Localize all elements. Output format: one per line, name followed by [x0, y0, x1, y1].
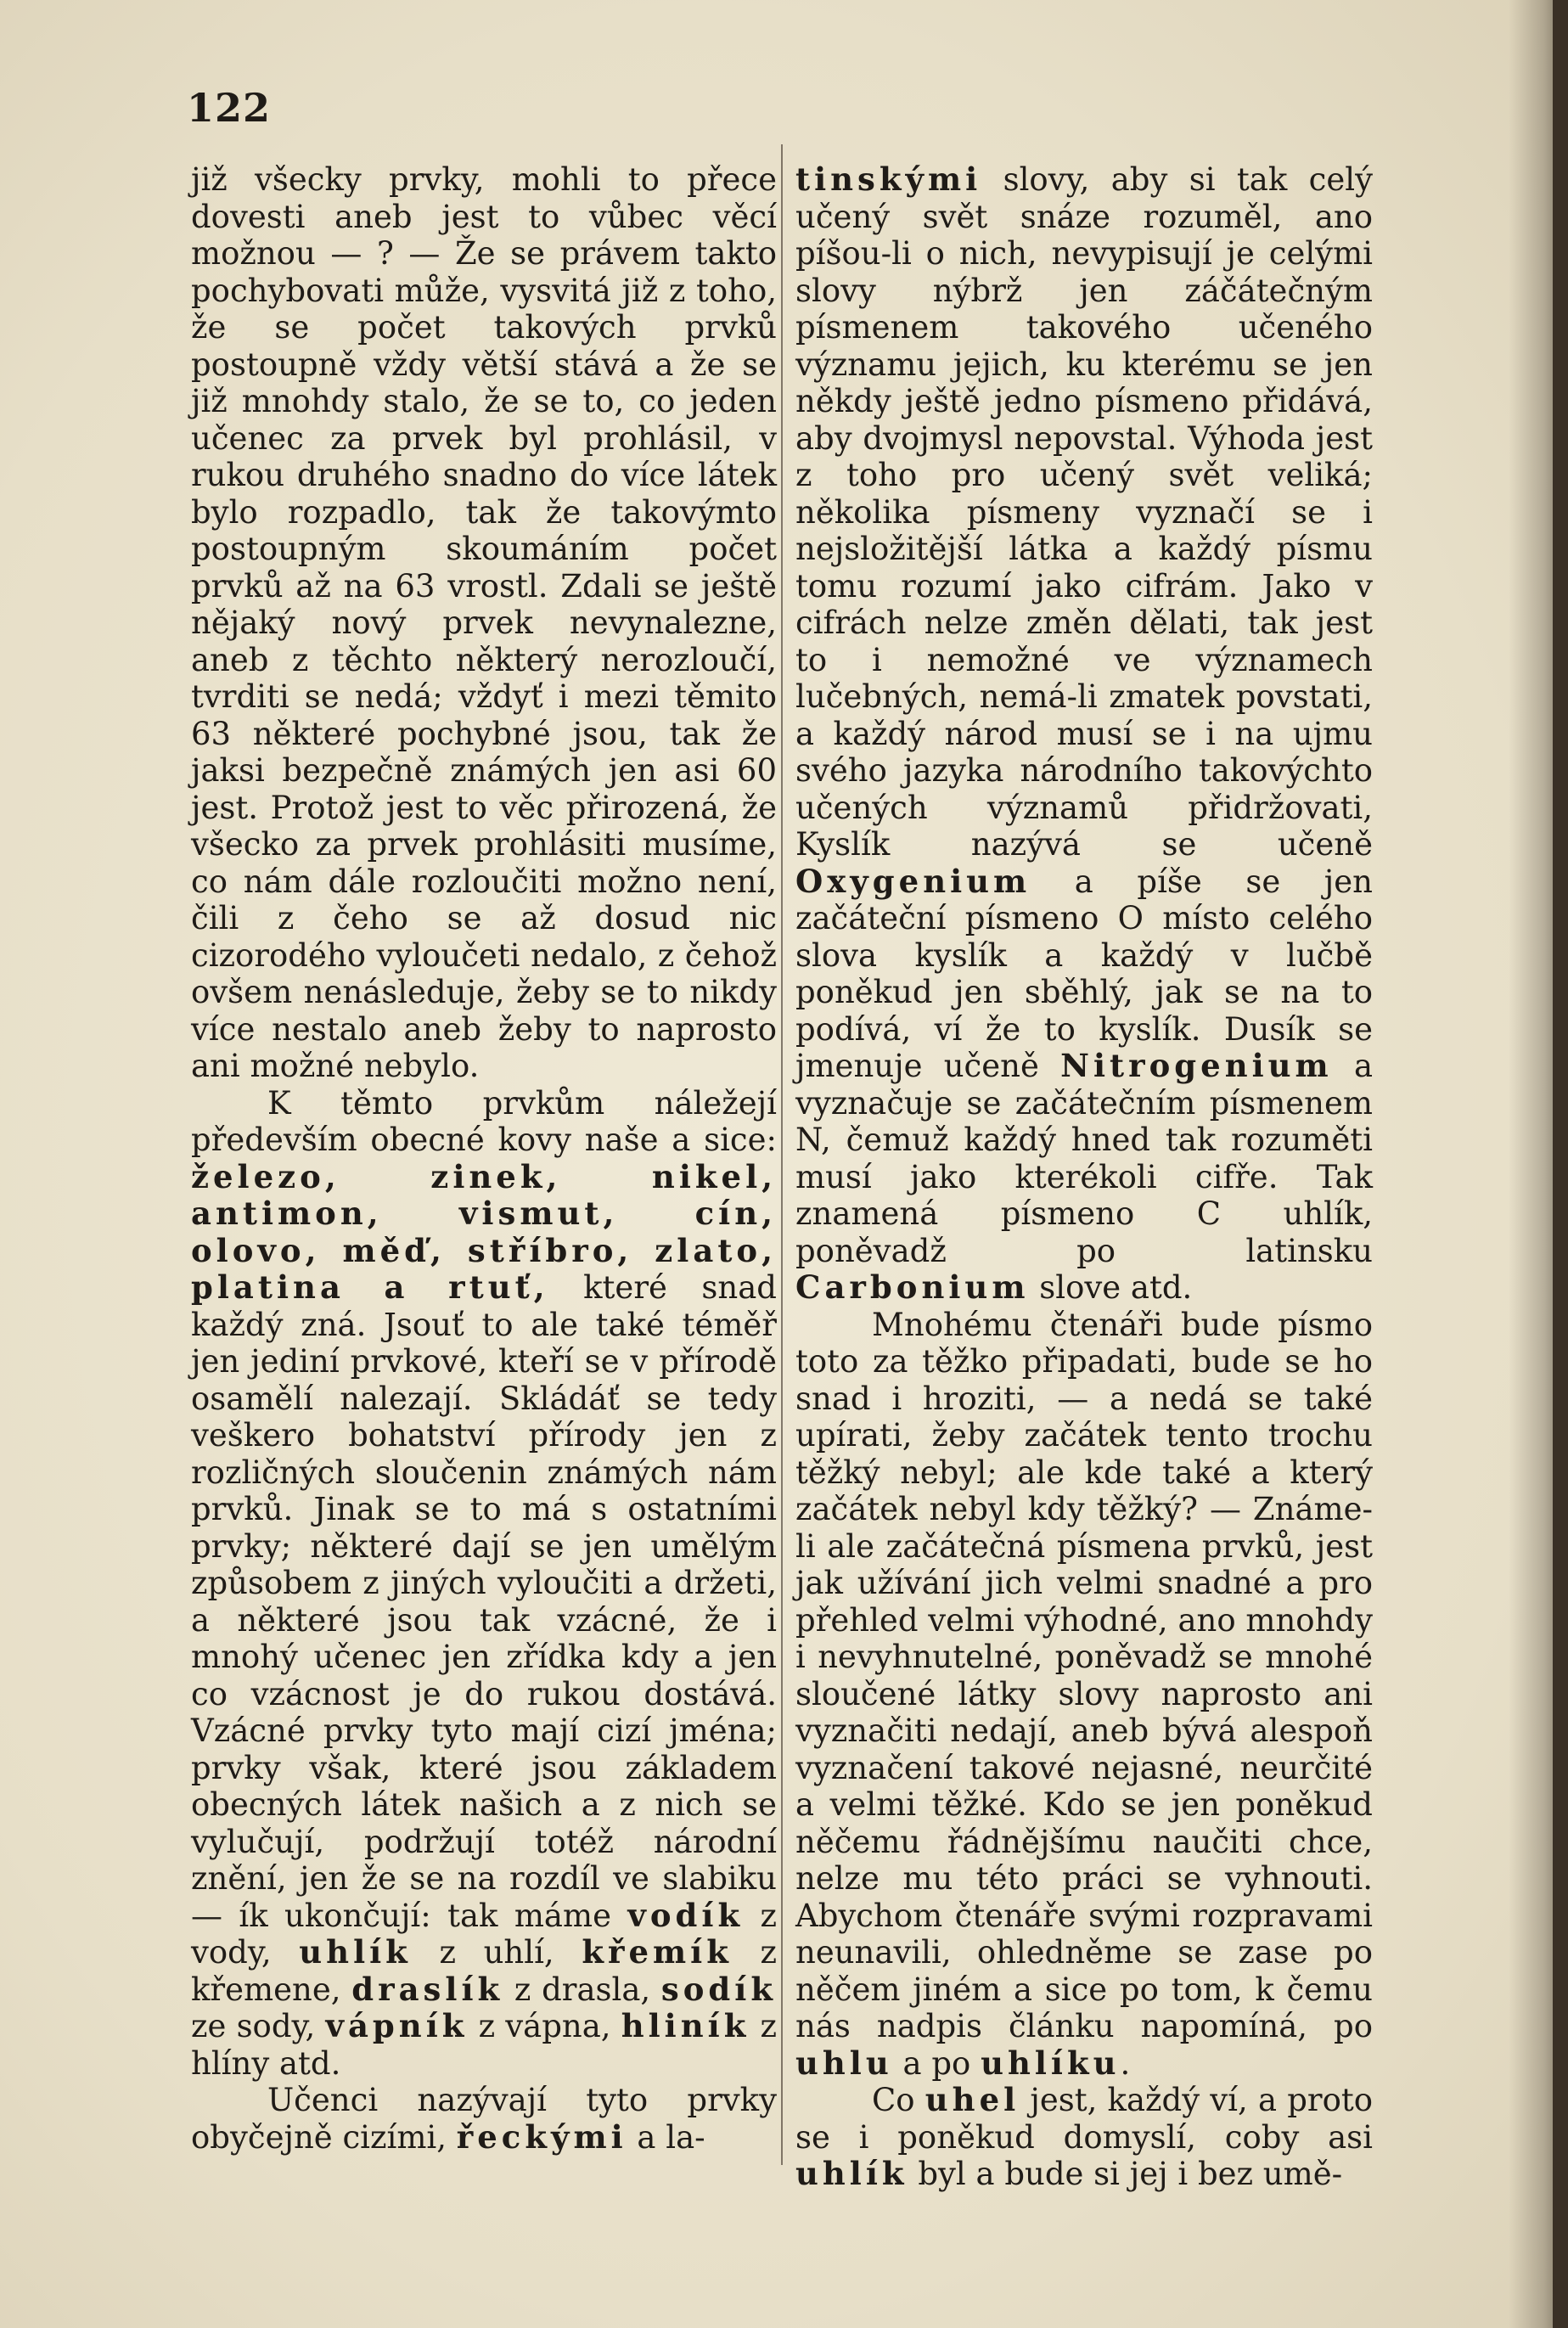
latin-term: Carbonium: [795, 1268, 1030, 1306]
element-term: vodík: [627, 1896, 745, 1934]
element-term: vápník: [325, 2007, 469, 2044]
paragraph: tinskými slovy, aby si tak celý učený svět snáze rozuměl, ano píšou-li o nich, nevypisují je celými slovy nýbrž jen záčátečným písmenem takového učeného významu jejich, ku kterému se jen někdy ještě jedno písmeno přidává, aby dvojmysl nepovstal. Výhoda jest z toho pro učený svět veliká; několika písmeny vyznačí se i nejsložitější látka a každý písmu tomu rozumí jako cifrám. Jako v cifrách nelze změn dělati, tak jest to i nemožné ve významech lučebných, nemá-li zmatek povstati, a každý národ musí se i na ujmu svého jazyka národního takovýchto učených významů přidržovati, Kyslík nazývá se učeně Oxygenium a píše se jen začáteční písmeno O místo celého slova kyslík a každý v lučbě poněkud jen sběhlý, jak se na to podívá, ví že to kyslík. Dusík se jmenuje učeně Nitrogenium a vyznačuje se začátečním písmenem N, čemuž každý hned tak rozuměti musí jako kterékoli cifře. Tak znamená písmeno C uhlík, poněvadž po latinsku Carbonium slove atd.: [795, 160, 1373, 1306]
element-term: draslík: [351, 1970, 504, 2008]
metal-list: železo, zinek, nikel, antimon, vismut, cín, olovo, měď, stříbro, zlato, platina a rtuť,: [191, 1157, 777, 1306]
column-divider: [781, 144, 783, 2165]
latin-term: Oxygenium: [795, 862, 1031, 900]
emphasis-term: uhlík: [795, 2155, 908, 2192]
right-column: [795, 161, 1373, 2193]
emphasis-term: uhlíku: [981, 2044, 1121, 2082]
emphasis-term: uhlu: [795, 2044, 893, 2082]
paragraph: již všecky prvky, mohli to přece dovesti aneb jest to vůbec věcí možnou — ? — Že se právem takto pochybovati může, vysvitá již z toho, že se počet takových prvků postoupně vždy větší stává a že se již mnohdy stalo, že se to, co jeden učenec za prvek byl prohlásil, v rukou druhého snadno do více látek bylo rozpadlo, tak že takovýmto postoupným skoumáním počet prvků až na 63 vrostl. Zdali se ještě nějaký nový prvek nevynalezne, aneb z těchto některý nerozloučí, tvrditi se nedá; vždyť i mezi těmito 63 některé pochybné jsou, tak že jaksi bezpečně známých jen asi 60 jest. Protož jest to věc přirozená, že všecko za prvek prohlásiti musíme, co nám dále rozloučiti možno není, čili z čeho se až dosud nic cizorodého vyloučeti nedalo, z čehož ovšem nenásleduje, žeby se to nikdy více nestalo aneb žeby to naprosto ani možné nebylo.: [191, 161, 777, 1084]
paragraph: Mnohému čtenáři bude písmo toto za těžko připadati, bude se ho snad i hroziti, — a nedá se také upírati, žeby začátek tento trochu těžký nebyl; ale kde také a který začátek nebyl kdy těžký? — Známe-li ale začátečná písmena prvků, jest jak užívání jich velmi snadné a pro přehled velmi výhodné, ano mnohdy i nevyhnutelné, poněvadž se mnohé sloučené látky slovy naprosto ani vyznačiti nedají, aneb bývá alespoň vyznačení takové nejasné, neurčité a velmi těžké. Kdo se jen poněkud něčemu řádnějšímu naučiti chce, nelze mu této práci se vyhnouti. Abychom čtenáře svými rozpravami neunavili, ohledněme se zase po něčem jiném a sice po tom, k čemu nás nadpis článku napomíná, po uhlu a po uhlíku.: [795, 1306, 1373, 2082]
paragraph: K těmto prvkům náležejí především obecné kovy naše a sice: železo, zinek, nikel, antimon, vismut, cín, olovo, měď, stříbro, zlato, platina a rtuť, které snad každý zná. Jsouť to ale také téměř jen jediní prvkové, kteří se v přírodě osamělí nalezají. Skládáť se tedy veškero bohatství přírody jen z rozličných sloučenin známých nám prvků. Jinak se to má s ostatními prvky; některé dají se jen umělým způsobem z jiných vyloučiti a držeti, a některé jsou tak vzácné, že i mnohý učenec jen zřídka kdy a jen co vzácnost je do rukou dostává. Vzácné prvky tyto mají cizí jména; prvky však, které jsou základem obecných látek našich a z nich se vylučují, podržují totéž národní znění, jen že se na rozdíl ve slabiku — ík ukončují: tak máme vodík z vody, uhlík z uhlí, křemík z křemene, draslík z drasla, sodík ze sody, vápník z vápna, hliník z hlíny atd.: [191, 1084, 777, 2082]
element-term: křemík: [582, 1933, 733, 1971]
emphasis-term: tinskými: [795, 160, 982, 198]
emphasis-term: řeckými: [456, 2117, 627, 2156]
latin-term: Nitrogenium: [1060, 1047, 1333, 1084]
emphasis-term: uhel: [925, 2081, 1020, 2118]
element-term: uhlík: [299, 1933, 412, 1971]
book-spine: [1553, 0, 1568, 2328]
page-number: 122: [187, 85, 272, 131]
element-term: hliník: [621, 2007, 750, 2044]
left-column: [191, 161, 777, 2156]
paragraph: Učenci nazývají tyto prvky obyčejně cizími, řeckými a la-: [191, 2082, 777, 2156]
paragraph: Co uhel jest, každý ví, a proto se i poněkud domyslí, coby asi uhlík byl a bude si jej i bez umě-: [795, 2081, 1373, 2192]
element-term: sodík: [660, 1970, 777, 2008]
